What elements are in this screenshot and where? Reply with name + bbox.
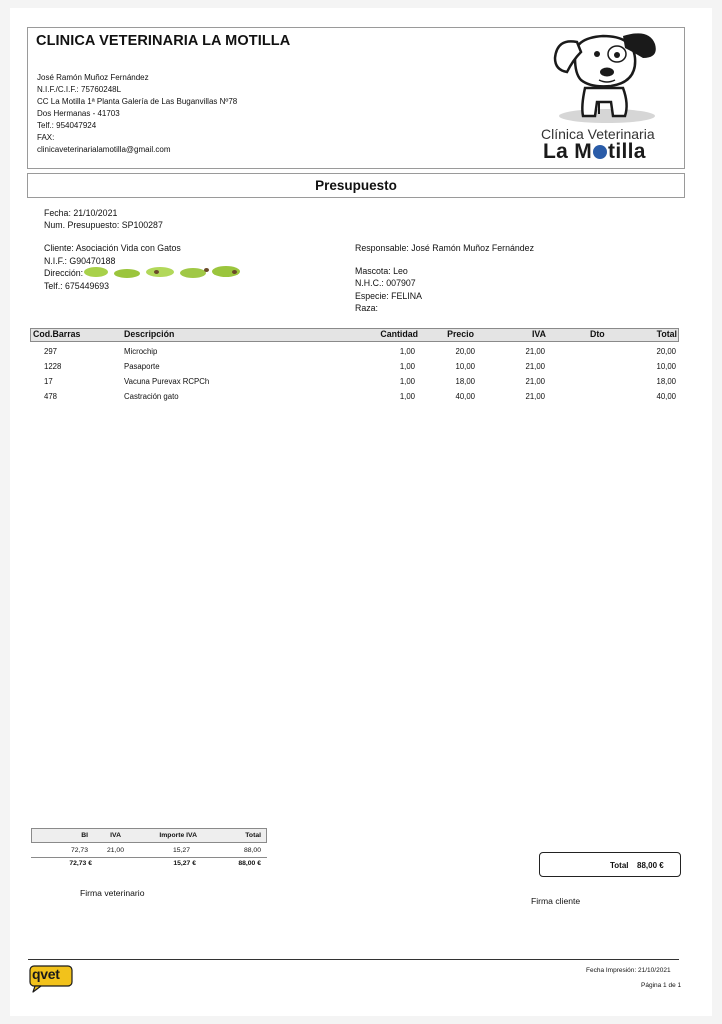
summary-bi-total: 72,73 €: [69, 860, 92, 867]
summary-col-iva: IVA: [110, 832, 121, 839]
cell-cod: 17: [44, 377, 53, 386]
clinic-city: Dos Hermanas - 41703: [37, 109, 120, 118]
qvet-brand: qvet: [32, 966, 60, 982]
logo-name: [543, 140, 646, 164]
col-cantidad: Cantidad: [380, 329, 418, 339]
document-title: Presupuesto: [27, 173, 685, 198]
cell-precio: 20,00: [455, 347, 475, 356]
cell-cant: 1,00: [399, 392, 415, 401]
summary-col-bi: BI: [81, 832, 88, 839]
cell-iva: 21,00: [525, 347, 545, 356]
responsible: Responsable: José Ramón Muñoz Fernández: [355, 243, 534, 253]
summary-bi: 72,73: [70, 847, 88, 854]
summary-importe: 15,27: [172, 847, 190, 854]
cell-cod: 297: [44, 347, 58, 356]
cell-cant: 1,00: [399, 362, 415, 371]
client-address-label: Dirección:: [44, 268, 84, 278]
clinic-nif: N.I.F./C.I.F.: 75760248L: [37, 85, 122, 94]
cell-precio: 18,00: [455, 377, 475, 386]
col-precio: Precio: [447, 329, 474, 339]
logo-name-part1: La M: [543, 140, 593, 163]
pet-nhc: N.H.C.: 007907: [355, 278, 416, 288]
cell-total: 40,00: [656, 392, 676, 401]
client-nif: N.I.F.: G90470188: [44, 256, 116, 266]
summary-divider: [31, 857, 267, 858]
cell-desc: Castración gato: [124, 392, 179, 401]
clinic-address: CC La Motilla 1ª Planta Galería de Las Buganvillas Nº78: [37, 97, 238, 106]
clinic-logo: [537, 28, 685, 166]
summary-importe-total: 15,27 €: [173, 860, 196, 867]
cell-cant: 1,00: [399, 377, 415, 386]
total-value: 88,00 €: [637, 861, 664, 870]
clinic-name: CLINICA VETERINARIA LA MOTILLA: [36, 33, 291, 49]
logo-subtitle: Clínica Veterinaria: [541, 126, 655, 142]
pet-name: Mascota: Leo: [355, 266, 408, 276]
clinic-fax: FAX:: [37, 133, 55, 142]
qvet-logo: [29, 965, 73, 993]
doc-number: Num. Presupuesto: SP100287: [44, 220, 163, 230]
clinic-phone: Telf.: 954047924: [37, 121, 97, 130]
cell-total: 18,00: [656, 377, 676, 386]
client-name: Cliente: Asociación Vida con Gatos: [44, 243, 181, 253]
cell-precio: 10,00: [455, 362, 475, 371]
clinic-owner: José Ramón Muñoz Fernández: [37, 73, 149, 82]
cell-total: 10,00: [656, 362, 676, 371]
cell-cant: 1,00: [399, 347, 415, 356]
footer-divider: [28, 959, 679, 960]
total-label: Total: [610, 861, 629, 870]
pet-species: Especie: FELINA: [355, 291, 422, 301]
col-dto: Dto: [590, 329, 605, 339]
cell-cod: 478: [44, 392, 58, 401]
signature-vet: Firma veterinario: [80, 888, 145, 898]
col-desc: Descripción: [124, 329, 175, 339]
print-date: Fecha Impresión: 21/10/2021: [586, 967, 671, 974]
doc-date: Fecha: 21/10/2021: [44, 208, 118, 218]
cell-iva: 21,00: [525, 392, 545, 401]
cell-cod: 1228: [44, 362, 62, 371]
logo-paw-icon: [593, 145, 607, 159]
col-cod: Cod.Barras: [33, 329, 81, 339]
summary-grand-total: 88,00 €: [238, 860, 261, 867]
redaction-mark: [84, 265, 242, 279]
cell-iva: 21,00: [525, 362, 545, 371]
col-iva: IVA: [531, 329, 546, 339]
summary-iva: 21,00: [106, 847, 124, 854]
summary-col-total: Total: [245, 832, 261, 839]
summary-total: 88,00: [243, 847, 261, 854]
cell-desc: Pasaporte: [124, 362, 160, 371]
col-total: Total: [656, 329, 677, 339]
clinic-email: clinicaveterinarialamotilla@gmail.com: [37, 145, 171, 154]
client-phone: Telf.: 675449693: [44, 281, 110, 291]
signature-client: Firma cliente: [531, 896, 581, 906]
cell-total: 20,00: [656, 347, 676, 356]
cell-iva: 21,00: [525, 377, 545, 386]
logo-name-part2: tilla: [608, 140, 646, 163]
pet-breed: Raza:: [355, 303, 378, 313]
cell-desc: Vacuna Purevax RCPCh: [124, 377, 210, 386]
page-number: Página 1 de 1: [641, 982, 682, 989]
cell-precio: 40,00: [455, 392, 475, 401]
cell-desc: Microchip: [124, 347, 158, 356]
summary-col-importe: Importe IVA: [159, 832, 197, 839]
